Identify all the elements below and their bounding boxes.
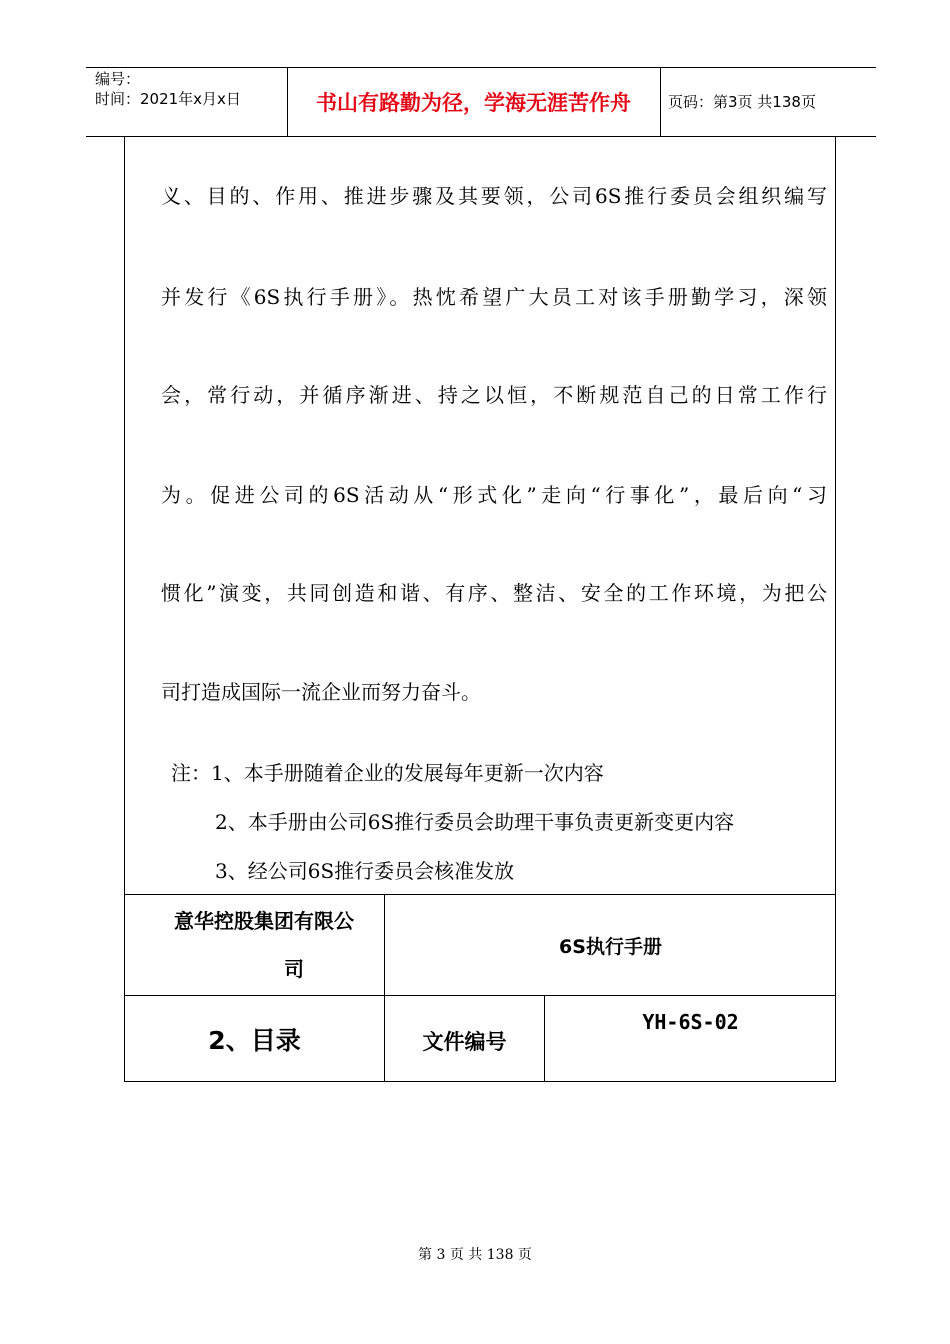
page-footer: 第 3 页 共 138 页 <box>418 1247 532 1263</box>
document-title: 6S执行手册 <box>559 935 662 958</box>
paragraph-line: 会，常行动，并循序渐进、持之以恒，不断规范自己的日常工作行 <box>161 383 827 407</box>
file-number-label: 文件编号 <box>422 1030 507 1054</box>
paragraph-line: 司打造成国际一流企业而努力奋斗。 <box>161 680 481 704</box>
header-meta <box>95 69 241 109</box>
note-item: 3、经公司6S推行委员会核准发放 <box>215 859 515 883</box>
section-title: 2、目录 <box>208 1026 301 1055</box>
header-motto: 书山有路勤为径，学海无涯苦作舟 <box>316 90 631 115</box>
note-item: 2、本手册由公司6S推行委员会助理干事负责更新变更内容 <box>215 810 735 834</box>
file-number-value: YH-6S-02 <box>642 1010 739 1034</box>
paragraph-line: 义、目的、作用、推进步骤及其要领，公司6S推行委员会组织编写 <box>161 184 827 208</box>
header-divider <box>660 67 661 136</box>
company-name-line: 司 <box>284 957 304 981</box>
header-page-info: 页码：第3页 共138页 <box>668 93 816 111</box>
document-number-label: 编号： <box>95 70 141 88</box>
table-column-divider <box>544 995 545 1082</box>
paragraph-line: 并发行《6S执行手册》。热忱希望广大员工对该手册勤学习，深领 <box>161 285 827 309</box>
company-name <box>144 897 384 993</box>
company-name-line: 意华控股集团有限公 <box>174 909 354 933</box>
document-time-label: 时间：2021年x月x日 <box>95 90 241 108</box>
paragraph-line: 为。促进公司的6S活动从“形式化”走向“行事化”，最后向“习 <box>161 483 827 507</box>
paragraph-line: 惯化”演变，共同创造和谐、有序、整洁、安全的工作环境，为把公 <box>161 581 827 605</box>
note-item: 注：1、本手册随着企业的发展每年更新一次内容 <box>171 761 604 785</box>
